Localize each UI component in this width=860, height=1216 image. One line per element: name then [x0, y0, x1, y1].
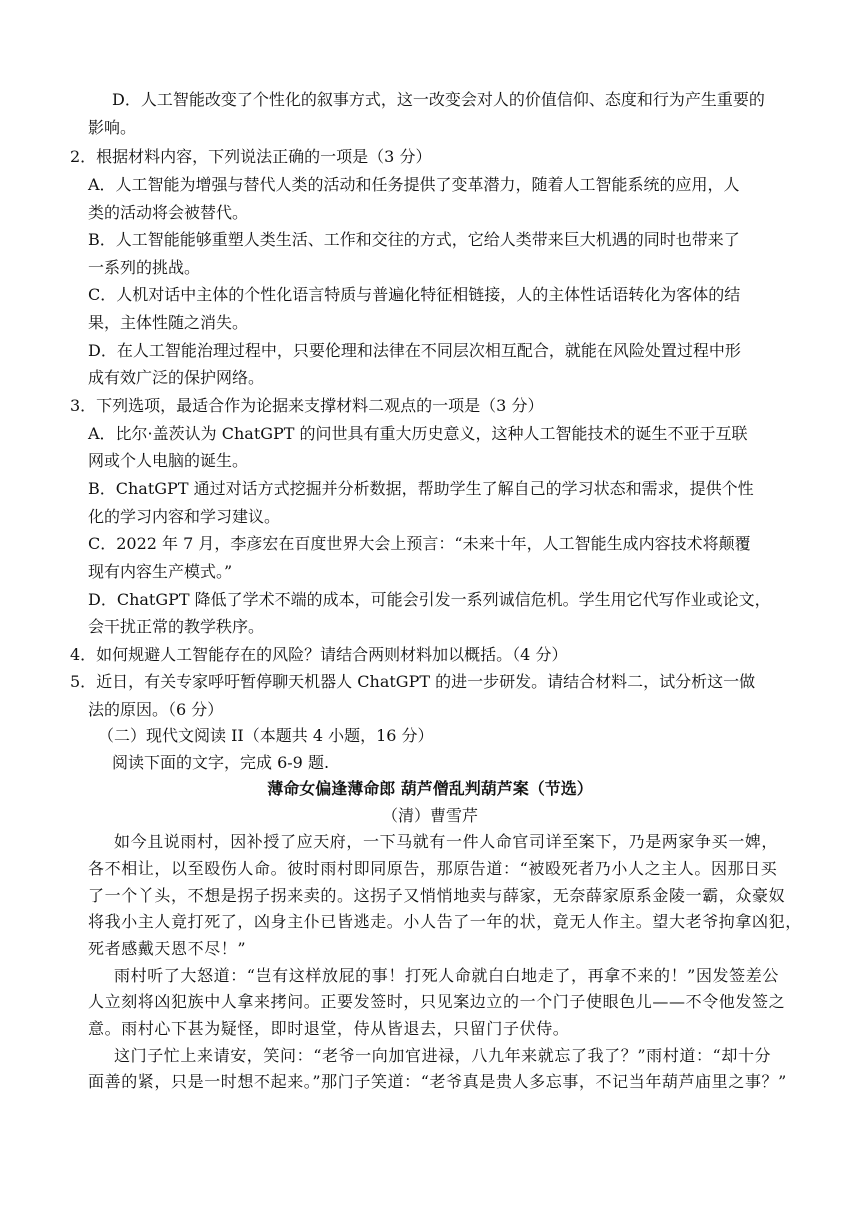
section-heading: （二）现代文阅读 II（本题共 4 小题，16 分）	[98, 726, 434, 745]
q2-option-a-line2: 类的活动将会被替代。	[88, 203, 249, 222]
q3-option-a-line2: 网或个人电脑的诞生。	[88, 451, 249, 470]
passage-p3-line1: 这门子忙上来请安，笑问：“老爷一向加官进禄，八九年来就忘了我了？”雨村道：“却十分	[114, 1046, 772, 1065]
passage-title: 薄命女偏逢薄命郎 葫芦僧乱判葫芦案（节选）	[267, 779, 593, 798]
q5-stem-line2: 法的原因。（6 分）	[88, 700, 224, 719]
q1-option-d-line2: 影响。	[88, 118, 137, 137]
q3-option-d-line2: 会干扰正常的教学秩序。	[88, 617, 265, 636]
q1-option-d-line1: D．人工智能改变了个性化的叙事方式，这一改变会对人的价值信仰、态度和行为产生重要的	[112, 90, 765, 109]
q3-option-b-line2: 化的学习内容和学习建议。	[88, 507, 281, 526]
q2-option-a-line1: A．人工智能为增强与替代人类的活动和任务提供了变革潜力，随着人工智能系统的应用，人	[88, 175, 740, 194]
reading-instruction: 阅读下面的文字，完成 6-9 题.	[112, 753, 330, 772]
passage-p1-line5: 死者感戴天恩不尽！”	[88, 939, 247, 958]
passage-author: （清）曹雪芹	[381, 806, 478, 825]
q4-stem: 4．如何规避人工智能存在的风险？请结合两则材料加以概括。（4 分）	[70, 645, 568, 664]
passage-p3-line2: 面善的紧，只是一时想不起来。”那门子笑道：“老爷真是贵人多忘事，不记当年葫芦庙里之事？”	[88, 1072, 787, 1091]
q2-option-b-line1: B．人工智能能够重塑人类生活、工作和交往的方式，它给人类带来巨大机遇的同时也带来了	[88, 230, 740, 249]
q5-stem-line1: 5．近日，有关专家呼吁暂停聊天机器人 ChatGPT 的进一步研发。请结合材料二，试分析这一做	[70, 672, 756, 691]
passage-p2-line3: 意。雨村心下甚为疑怪，即时退堂，侍从皆退去，只留门子伏侍。	[88, 1019, 570, 1038]
q2-option-d-line1: D．在人工智能治理过程中，只要伦理和法律在不同层次相互配合，就能在风险处置过程中形	[88, 341, 741, 360]
passage-p1-line4: 将我小主人竟打死了，凶身主仆已皆逃走。小人告了一年的状，竟无人作主。望大老爷拘拿凶犯，	[88, 912, 802, 931]
q3-option-d-line1: D．ChatGPT 降低了学术不端的成本，可能会引发一系列诚信危机。学生用它代写作业或论文，	[88, 590, 771, 609]
q3-option-a-line1: A．比尔·盖茨认为 ChatGPT 的问世具有重大历史意义，这种人工智能技术的诞生不亚于互联	[88, 424, 748, 443]
passage-p1-line3: 了一个丫头，不想是拐子拐来卖的。这拐子又悄悄地卖与薛家，无奈薛家原系金陵一霸，众豪奴	[88, 886, 786, 905]
passage-p2-line2: 人立刻将凶犯族中人拿来拷问。正要发签时，只见案边立的一个门子使眼色儿——不令他发签之	[88, 992, 786, 1011]
passage-p2-line1: 雨村听了大怒道：“岂有这样放屁的事！打死人命就白白地走了，再拿不来的！”因发签差公	[114, 966, 779, 985]
q2-option-b-line2: 一系列的挑战。	[88, 258, 201, 277]
passage-p1-line2: 各不相让，以至殴伤人命。彼时雨村即同原告，那原告道：“被殴死者乃小人之主人。因那日买	[88, 859, 778, 878]
q3-option-c-line1: C．2022 年 7 月，李彦宏在百度世界大会上预言：“未来十年，人工智能生成内容技术将颠覆	[88, 534, 751, 553]
q2-option-c-line2: 果，主体性随之消失。	[88, 313, 249, 332]
q2-option-d-line2: 成有效广泛的保护网络。	[88, 368, 265, 387]
passage-p1-line1: 如今且说雨村，因补授了应天府，一下马就有一件人命官司详至案下，乃是两家争买一婢，	[114, 832, 779, 851]
q3-stem: 3．下列选项，最适合作为论据来支撑材料二观点的一项是（3 分）	[70, 396, 544, 415]
q2-stem: 2．根据材料内容，下列说法正确的一项是（3 分）	[70, 147, 432, 166]
q2-option-c-line1: C．人机对话中主体的个性化语言特质与普遍化特征相链接，人的主体性话语转化为客体的结	[88, 285, 741, 304]
q3-option-b-line1: B．ChatGPT 通过对话方式挖掘并分析数据，帮助学生了解自己的学习状态和需求，提供个性	[88, 479, 754, 498]
q3-option-c-line2: 现有内容生产模式。”	[88, 562, 233, 581]
